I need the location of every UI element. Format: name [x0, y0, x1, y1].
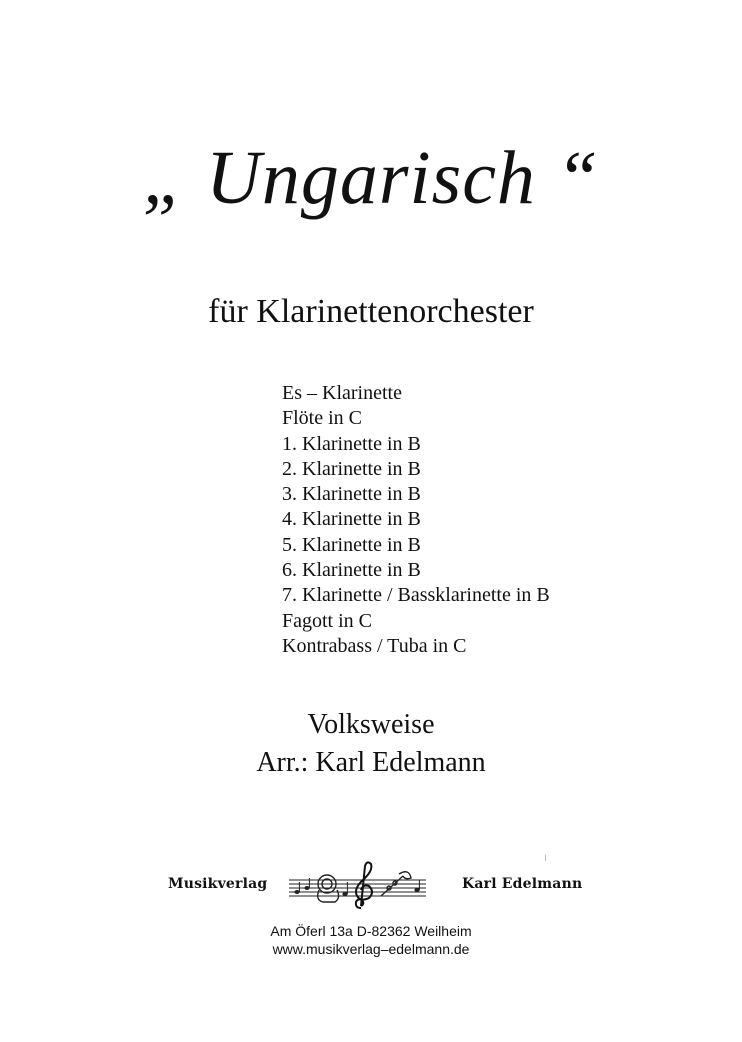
- style-credit: Volksweise: [307, 709, 435, 740]
- instrument-item: Kontrabass / Tuba in C: [282, 634, 467, 657]
- publisher-address-block: [0, 922, 742, 958]
- instrument-item: 4. Klarinette in B: [282, 508, 421, 531]
- piece-title: „ Ungarisch “: [142, 136, 600, 220]
- instrument-item: Flöte in C: [282, 407, 363, 430]
- publisher-logo-icon: [285, 858, 430, 914]
- publisher-block: [0, 858, 742, 914]
- instrument-item: 6. Klarinette in B: [282, 559, 421, 582]
- instrument-list: [282, 381, 642, 659]
- instrument-item: Es – Klarinette: [282, 382, 402, 404]
- instrument-item: 2. Klarinette in B: [282, 457, 421, 480]
- ensemble-subtitle: für Klarinettenorchester: [208, 293, 534, 330]
- instrument-item: 7. Klarinette / Bassklarinette in B: [282, 584, 550, 607]
- publisher-address: Am Öferl 13a D-82362 Weilheim: [270, 923, 472, 939]
- publisher-label-right: Karl Edelmann: [462, 876, 583, 892]
- instrument-item: Fagott in C: [282, 609, 373, 632]
- arranger-credit: Arr.: Karl Edelmann: [256, 747, 486, 778]
- instrument-item: 3. Klarinette in B: [282, 483, 421, 506]
- publisher-label-left: Musikverlag: [168, 876, 268, 892]
- instrument-item: 5. Klarinette in B: [282, 533, 421, 556]
- instrument-item: 1. Klarinette in B: [282, 432, 421, 455]
- publisher-website: www.musikverlag–edelmann.de: [272, 941, 470, 957]
